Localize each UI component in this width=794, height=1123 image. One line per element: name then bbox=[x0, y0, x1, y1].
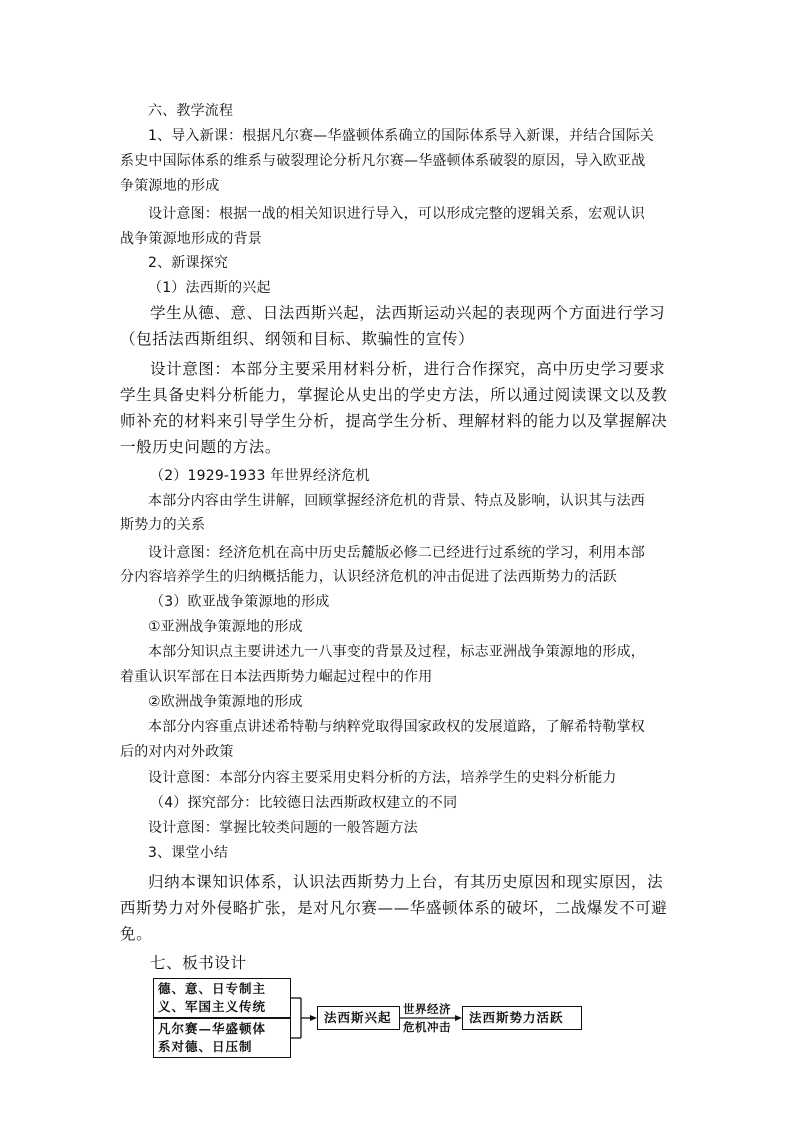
arrow-head-2 bbox=[455, 1015, 462, 1021]
summary-para-line-3: 免。 bbox=[120, 925, 153, 943]
diagram-box-versailles-line-2: 系对德、日压制 bbox=[158, 1039, 253, 1054]
part1-intent-line-2: 学生具备史料分析能力，掌握论从史出的学史方法，所以通过阅读课文以及教 bbox=[120, 386, 668, 404]
part3-heading: （3）欧亚战争策源地的形成 bbox=[150, 594, 330, 610]
import-intent-line-1: 设计意图：根据一战的相关知识进行导入，可以形成完整的逻辑关系，宏观认识 bbox=[148, 206, 645, 222]
part2-para-line-2: 斯势力的关系 bbox=[120, 517, 206, 533]
part3-europe-para-line-1: 本部分内容重点讲述希特勒与纳粹党取得国家政权的发展道路，了解希特勒掌权 bbox=[148, 719, 645, 735]
part1-para-line-1: 学生从德、意、日法西斯兴起，法西斯运动兴起的表现两个方面进行学习 bbox=[150, 304, 666, 322]
part2-intent-line-2: 分内容培养学生的归纳概括能力，认识经济危机的冲击促进了法西斯势力的活跃 bbox=[120, 569, 617, 585]
part1-intent-line-3: 师补充的材料来引导学生分析，提高学生分析、理解材料的能力以及掌握解决 bbox=[120, 412, 668, 430]
diagram-arrow-label-line-1: 世界经济 bbox=[403, 1002, 451, 1016]
part3-asia-para-line-1: 本部分知识点主要讲述九一八事变的背景及过程，标志亚洲战争策源地的形成， bbox=[148, 644, 645, 660]
section-heading-teaching-flow: 六、教学流程 bbox=[148, 103, 234, 119]
section-heading-board-design: 七、板书设计 bbox=[150, 954, 247, 972]
part3-asia-heading: ①亚洲战争策源地的形成 bbox=[148, 619, 303, 635]
part1-intent-line-1: 设计意图：本部分主要采用材料分析，进行合作探究，高中历史学习要求 bbox=[150, 360, 666, 378]
part2-para-line-1: 本部分内容由学生讲解，回顾掌握经济危机的背景、特点及影响，认识其与法西 bbox=[148, 493, 645, 509]
part2-intent-line-1: 设计意图：经济危机在高中历史岳麓版必修二已经进行过系统的学习，利用本部 bbox=[148, 545, 645, 561]
part4-intent: 设计意图：掌握比较类问题的一般答题方法 bbox=[148, 820, 418, 836]
import-para-line-3: 争策源地的形成 bbox=[120, 178, 220, 194]
part1-intent-line-4: 一般历史问题的方法。 bbox=[120, 438, 282, 456]
part1-heading: （1）法西斯的兴起 bbox=[148, 280, 271, 296]
summary-para-line-1: 归纳本课知识体系，认识法西斯势力上台，有其历史原因和现实原因，法 bbox=[148, 873, 664, 891]
import-intent-line-2: 战争策源地形成的背景 bbox=[120, 231, 262, 247]
diagram-box-versailles-line-1: 凡尔赛—华盛顿体 bbox=[158, 1021, 267, 1036]
diagram-box-tradition-line-1: 德、意、日专制主 bbox=[158, 981, 267, 996]
part4-heading: （4）探究部分：比较德日法西斯政权建立的不同 bbox=[150, 795, 458, 811]
summary-para-line-2: 西斯势力对外侵略扩张，是对凡尔赛——华盛顿体系的破坏，二战爆发不可避 bbox=[120, 899, 668, 917]
import-para-line-1: 1、导入新课：根据凡尔赛—华盛顿体系确立的国际体系导入新课，并结合国际关 bbox=[148, 128, 655, 144]
diagram-box-fascism-active: 法西斯势力活跃 bbox=[462, 1006, 582, 1030]
import-para-line-2: 系史中国际体系的维系与破裂理论分析凡尔赛—华盛顿体系破裂的原因，导入欧亚战 bbox=[120, 153, 646, 169]
summary-heading: 3、课堂小结 bbox=[148, 845, 229, 861]
board-design-diagram bbox=[150, 972, 590, 1058]
part3-intent: 设计意图：本部分内容主要采用史料分析的方法，培养学生的史料分析能力 bbox=[148, 770, 617, 786]
part3-asia-para-line-2: 着重认识军部在日本法西斯势力崛起过程中的作用 bbox=[120, 669, 433, 685]
diagram-box-tradition-line-2: 义、军国主义传统 bbox=[158, 999, 267, 1014]
diagram-arrow-label-line-2: 危机冲击 bbox=[403, 1020, 451, 1034]
part2-heading: （2）1929-1933 年世界经济危机 bbox=[150, 468, 370, 484]
part1-para-line-2: （包括法西斯组织、纲领和目标、欺骗性的宣传） bbox=[120, 330, 475, 348]
part3-europe-heading: ②欧洲战争策源地的形成 bbox=[148, 694, 303, 710]
diagram-box-fascism-rise: 法西斯兴起 bbox=[317, 1006, 400, 1030]
explore-heading: 2、新课探究 bbox=[148, 255, 229, 271]
part3-europe-para-line-2: 后的对内对外政策 bbox=[120, 744, 234, 760]
arrow-head-1 bbox=[310, 1015, 317, 1021]
